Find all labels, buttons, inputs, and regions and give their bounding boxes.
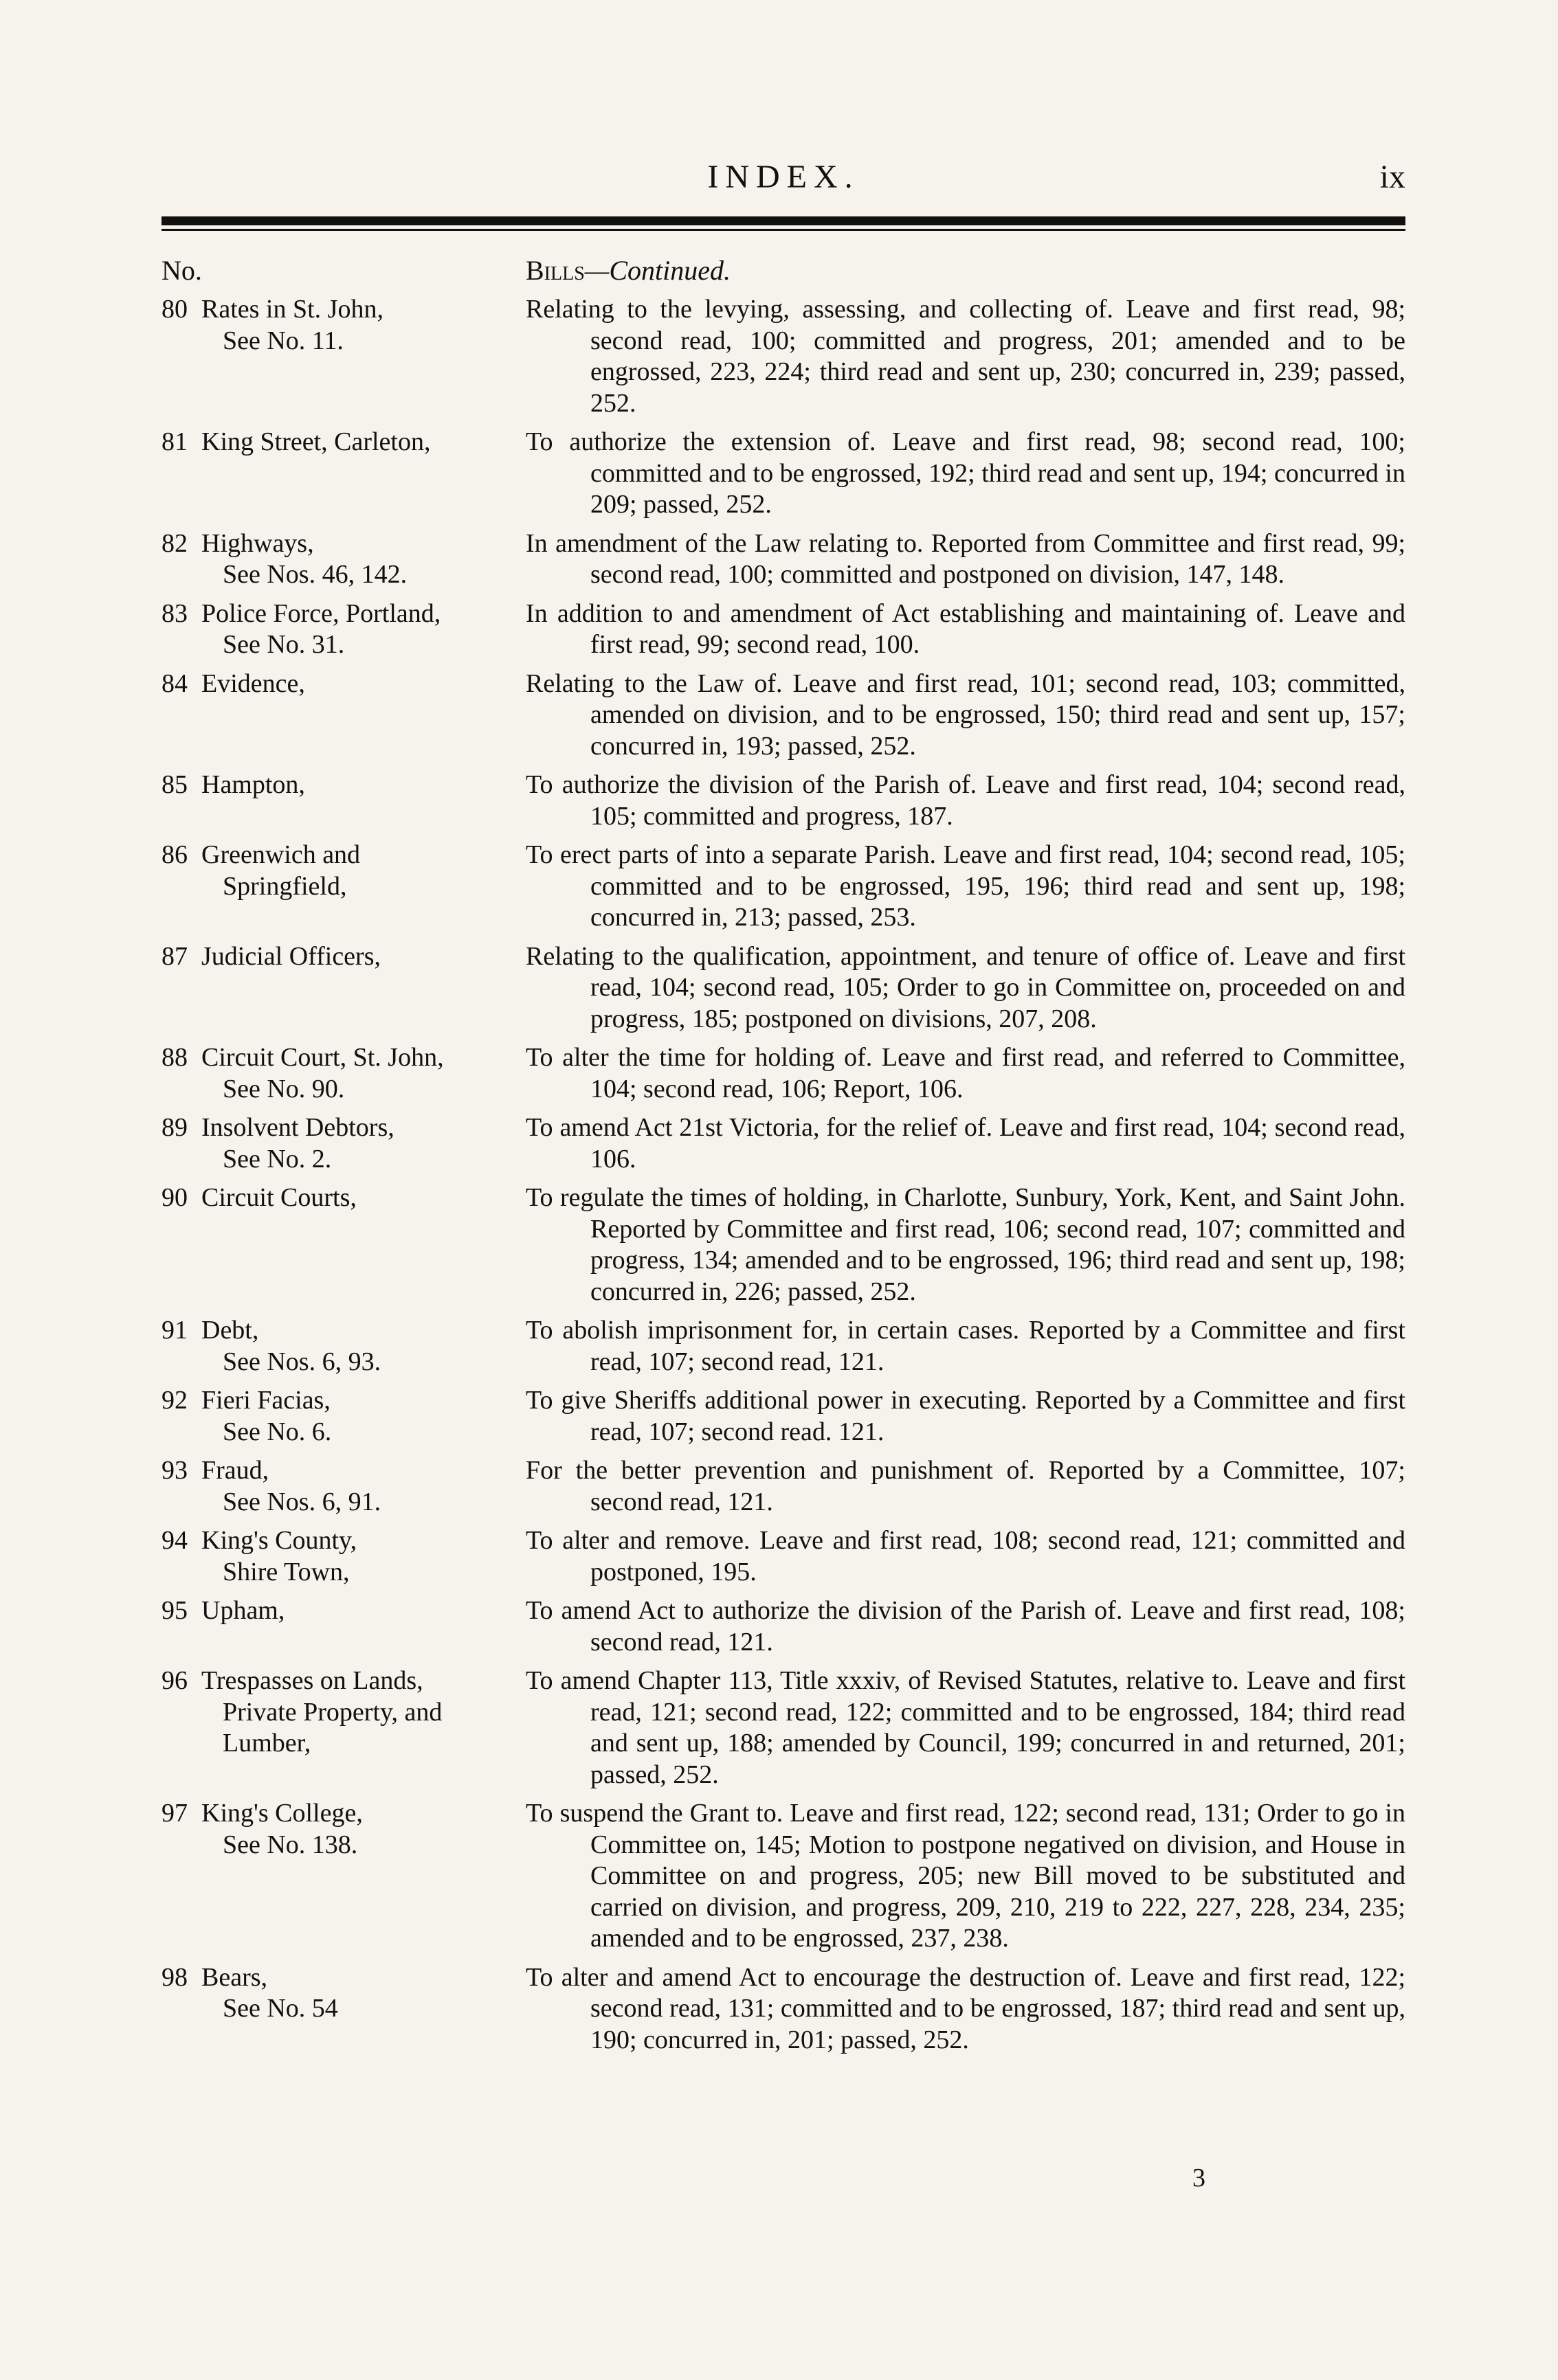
entry-description-column [526, 1315, 1405, 1378]
entry-description-column [526, 1798, 1405, 1955]
entry-description: Relating to the qualification, appointment, and tenure of office of. Leave and first read, 104; second read, 105; Order to go in Committee on, proceeded on and progress, 185; postponed on divisions, 207, 208. [526, 941, 1405, 1033]
column-headings [162, 254, 1405, 290]
header-rule-thick [162, 216, 1405, 225]
entry-number: 92 [162, 1386, 188, 1415]
entry-subject-column [162, 1112, 526, 1175]
entry-description-column [526, 669, 1405, 763]
entry-number: 98 [162, 1962, 188, 1992]
entry-description-column [526, 770, 1405, 832]
entry-cross-reference: See No. 6. [223, 1417, 332, 1446]
entry-number: 94 [162, 1526, 188, 1555]
entry-number: 82 [162, 528, 188, 558]
entry-subject: King's County, [201, 1526, 357, 1555]
index-entry [162, 941, 1405, 1035]
index-entry [162, 294, 1405, 419]
entry-description: To alter the time for holding of. Leave and first read, and referred to Committee, 104; second read, 106; Report, 106. [526, 1043, 1405, 1103]
index-entries [162, 294, 1405, 2063]
entry-subject-column [162, 941, 526, 1035]
index-entry [162, 1315, 1405, 1378]
page-header [162, 153, 1405, 207]
entry-subject-column [162, 1182, 526, 1307]
section-heading [526, 254, 731, 287]
entry-subject-column [162, 669, 526, 763]
entry-subject-column [162, 1042, 526, 1105]
number-column-heading: No. [162, 255, 202, 286]
entry-subject-column [162, 1665, 526, 1790]
index-entry [162, 1962, 1405, 2056]
entry-subject: King's College, [201, 1799, 363, 1828]
entry-description-column [526, 1455, 1405, 1518]
entry-description: To amend Chapter 113, Title xxxiv, of Revised Statutes, relative to. Leave and first read, 121; second read, 122; committed and to be engrossed, 184; third read and sent up, 188; amended by Council, 199; concurred in and returned, 201; passed, 252. [526, 1666, 1405, 1789]
entry-number: 90 [162, 1183, 188, 1212]
entry-description: To amend Act to authorize the division of the Parish of. Leave and first read, 108; second read, 121. [526, 1596, 1405, 1657]
entry-subject: Greenwich and [201, 840, 361, 869]
index-entry [162, 1525, 1405, 1588]
entry-subject-column [162, 1315, 526, 1378]
entry-subject: Highways, [201, 528, 314, 558]
entry-cross-reference: Shire Town, [223, 1557, 350, 1586]
index-entry [162, 1042, 1405, 1105]
entry-number: 97 [162, 1799, 188, 1828]
section-heading-label: Bills [526, 255, 585, 286]
entry-description-column [526, 1112, 1405, 1175]
entry-description-column [526, 1665, 1405, 1790]
entry-cross-reference: Springfield, [223, 871, 347, 901]
entry-description: To give Sheriffs additional power in executing. Reported by a Committee and first read, 107; second read. 121. [526, 1386, 1405, 1446]
entry-subject: King Street, Carleton, [201, 427, 431, 456]
entry-description: Relating to the levying, assessing, and collecting of. Leave and first read, 98; second read, 100; committed and progress, 201; amended and to be engrossed, 223, 224; third read and sent up, 230; concurred in, 239; passed, 252. [526, 295, 1405, 418]
entry-subject-column [162, 1962, 526, 2056]
entry-subject-column [162, 770, 526, 832]
entry-description-column [526, 528, 1405, 591]
entry-subject: Fieri Facias, [201, 1386, 331, 1415]
entry-number: 81 [162, 427, 188, 456]
entry-number: 85 [162, 770, 188, 799]
entry-number: 86 [162, 840, 188, 869]
entry-description-column [526, 1595, 1405, 1658]
entry-description-column [526, 1962, 1405, 2056]
entry-description-column [526, 294, 1405, 419]
entry-number: 84 [162, 669, 188, 698]
entry-description-column [526, 598, 1405, 661]
entry-cross-reference: See Nos. 6, 91. [223, 1487, 381, 1516]
page-number: ix [1379, 159, 1405, 195]
index-entry [162, 1182, 1405, 1307]
entry-description: To regulate the times of holding, in Charlotte, Sunbury, York, Kent, and Saint John. Reported by Committee and first read, 106; second read, 107; committed and progress, 134; amended and to be engrossed, 196; third read and sent up, 198; concurred in, 226; passed, 252. [526, 1183, 1405, 1306]
entry-number: 87 [162, 941, 188, 971]
entry-subject: Judicial Officers, [201, 941, 381, 971]
index-entry [162, 840, 1405, 934]
signature-mark: 3 [1192, 2164, 1205, 2192]
entry-number: 89 [162, 1113, 188, 1142]
entry-number: 91 [162, 1316, 188, 1345]
entry-subject-column [162, 294, 526, 419]
index-entry [162, 598, 1405, 661]
entry-description: To authorize the division of the Parish of. Leave and first read, 104; second read, 105; committed and progress, 187. [526, 770, 1405, 831]
entry-description-column [526, 1182, 1405, 1307]
entry-description-column [526, 427, 1405, 521]
index-entry [162, 1798, 1405, 1955]
entry-description-column [526, 1042, 1405, 1105]
index-entry [162, 1665, 1405, 1790]
index-entry [162, 427, 1405, 521]
entry-subject-column [162, 1798, 526, 1955]
index-entry [162, 1455, 1405, 1518]
entry-number: 83 [162, 598, 188, 628]
entry-cross-reference: See Nos. 46, 142. [223, 560, 408, 589]
entry-cross-reference: See No. 2. [223, 1144, 332, 1174]
entry-description: To erect parts of into a separate Parish. Leave and first read, 104; second read, 105; committed and to be engrossed, 195, 196; third read and sent up, 198; concurred in, 213; passed, 253. [526, 840, 1405, 932]
index-entry [162, 528, 1405, 591]
entry-number: 93 [162, 1456, 188, 1485]
entry-subject-column [162, 528, 526, 591]
entry-cross-reference: See No. 11. [223, 326, 344, 355]
entry-subject-column [162, 427, 526, 521]
entry-cross-reference: See Nos. 6, 93. [223, 1347, 381, 1376]
entry-cross-reference: See No. 138. [223, 1830, 358, 1859]
entry-description: In addition to and amendment of Act establishing and maintaining of. Leave and first read, 99; second read, 100. [526, 598, 1405, 659]
entry-subject: Police Force, Portland, [201, 598, 441, 628]
entry-description-column [526, 1525, 1405, 1588]
entry-description-column [526, 1385, 1405, 1448]
index-entry [162, 669, 1405, 763]
entry-cross-reference: See No. 90. [223, 1074, 345, 1103]
index-entry [162, 1385, 1405, 1448]
entry-subject-column [162, 1385, 526, 1448]
entry-description: To alter and remove. Leave and first read, 108; second read, 121; committed and postponed, 195. [526, 1526, 1405, 1586]
entry-subject: Rates in St. John, [201, 295, 383, 324]
entry-number: 80 [162, 295, 188, 324]
entry-subject-column [162, 598, 526, 661]
entry-description: To alter and amend Act to encourage the destruction of. Leave and first read, 122; second read, 131; committed and to be engrossed, 187; third read and sent up, 190; concurred in, 201; passed, 252. [526, 1962, 1405, 2054]
entry-description: To suspend the Grant to. Leave and first read, 122; second read, 131; Order to go in Committee on, 145; Motion to postpone negatived on division, and House in Committee on and progress, 205; new Bill moved to be substituted and carried on division, and progress, 209, 210, 219 to 222, 227, 228, 234, 235; amended and to be engrossed, 237, 238. [526, 1799, 1405, 1953]
entry-description: To amend Act 21st Victoria, for the relief of. Leave and first read, 104; second read, 106. [526, 1113, 1405, 1174]
entry-subject-column [162, 840, 526, 934]
entry-description: In amendment of the Law relating to. Reported from Committee and first read, 99; second read, 100; committed and postponed on division, 147, 148. [526, 528, 1405, 589]
entry-subject: Evidence, [201, 669, 305, 698]
header-rule-thin [162, 229, 1405, 231]
entry-subject: Circuit Courts, [201, 1183, 357, 1212]
entry-subject: Fraud, [201, 1456, 269, 1485]
entry-subject: Hampton, [201, 770, 305, 799]
entry-description-column [526, 941, 1405, 1035]
entry-number: 88 [162, 1043, 188, 1072]
entry-subject-column [162, 1595, 526, 1658]
entry-cross-reference: See No. 31. [223, 630, 345, 659]
entry-subject-column [162, 1525, 526, 1588]
section-heading-suffix: —Continued. [584, 255, 731, 286]
entry-subject: Upham, [201, 1596, 285, 1625]
page-title: INDEX. [707, 159, 860, 195]
entry-subject-column [162, 1455, 526, 1518]
entry-number: 95 [162, 1596, 188, 1625]
entry-cross-reference: See No. 54 [223, 1994, 338, 2023]
entry-subject: Debt, [201, 1316, 259, 1345]
index-entry [162, 770, 1405, 832]
index-entry [162, 1595, 1405, 1658]
entry-description-column [526, 840, 1405, 934]
entry-cross-reference: Private Property, and Lumber, [223, 1697, 443, 1758]
index-entry [162, 1112, 1405, 1175]
entry-description: For the better prevention and punishment of. Reported by a Committee, 107; second read, 121. [526, 1456, 1405, 1516]
entry-description: Relating to the Law of. Leave and first read, 101; second read, 103; committed, amended on division, and to be engrossed, 150; third read and sent up, 157; concurred in, 193; passed, 252. [526, 669, 1405, 761]
entry-description: To abolish imprisonment for, in certain cases. Reported by a Committee and first read, 107; second read, 121. [526, 1316, 1405, 1376]
entry-number: 96 [162, 1666, 188, 1695]
entry-subject: Trespasses on Lands, [201, 1666, 423, 1695]
entry-description: To authorize the extension of. Leave and first read, 98; second read, 100; committed and to be engrossed, 192; third read and sent up, 194; concurred in 209; passed, 252. [526, 427, 1405, 519]
entry-subject: Insolvent Debtors, [201, 1113, 394, 1142]
entry-subject: Bears, [201, 1962, 268, 1992]
entry-subject: Circuit Court, St. John, [201, 1043, 444, 1072]
